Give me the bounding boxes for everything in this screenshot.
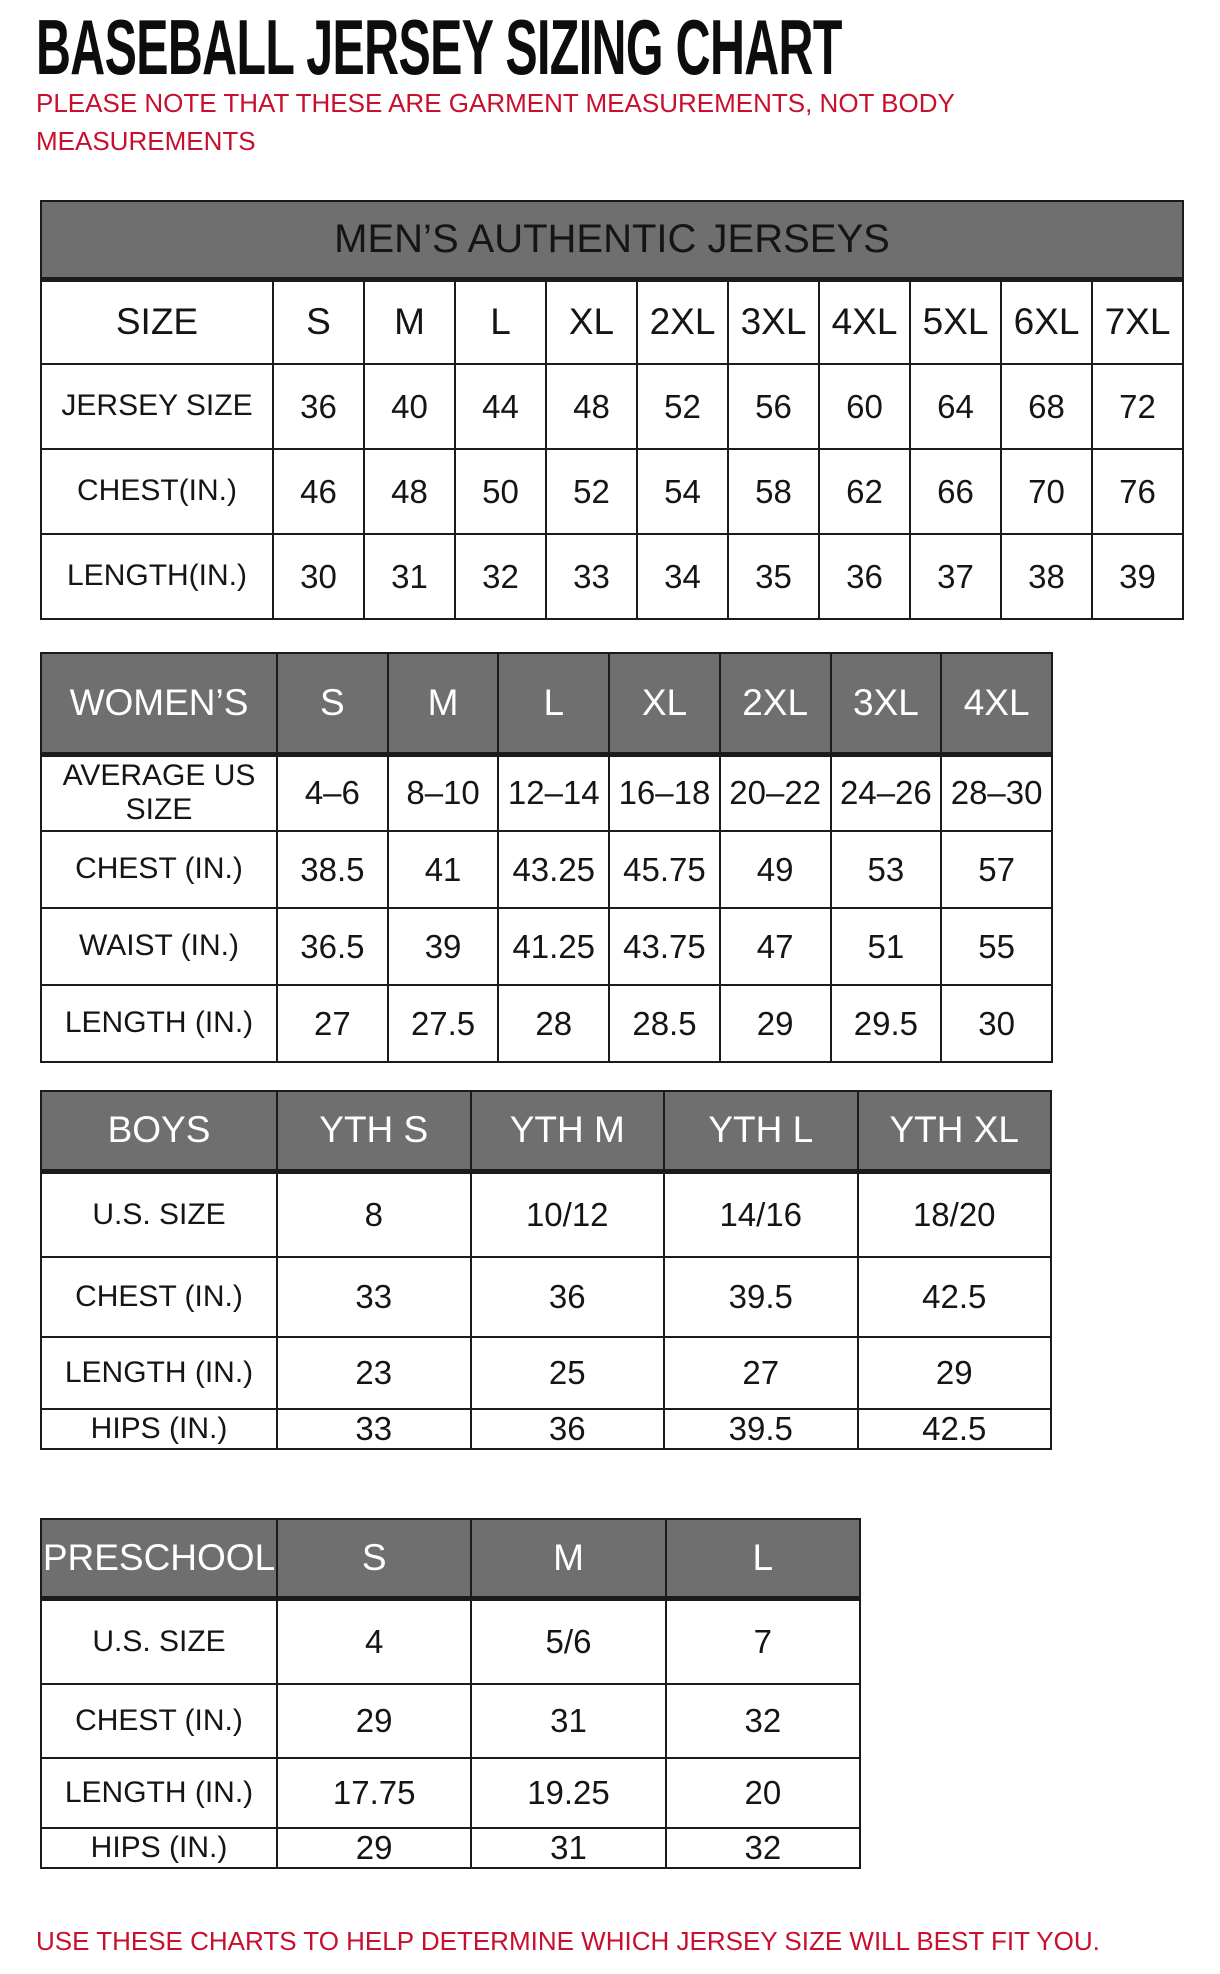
boys-value-cell: 36 (471, 1409, 665, 1449)
womens-data-row (41, 985, 1052, 1062)
womens-value-cell: 28.5 (609, 985, 720, 1062)
mens-data-row (41, 364, 1183, 449)
boys-value-cell: 8 (277, 1171, 471, 1257)
womens-label-header: WOMEN’S (41, 653, 277, 754)
womens-size-header: L (498, 653, 609, 754)
womens-value-cell: 41 (388, 831, 499, 908)
boys-row-label: U.S. SIZE (41, 1171, 277, 1257)
mens-size-header: 3XL (728, 279, 819, 364)
preschool-value-cell: 31 (471, 1828, 665, 1868)
mens-value-cell: 37 (910, 534, 1001, 619)
womens-data-row (41, 831, 1052, 908)
boys-value-cell: 42.5 (858, 1409, 1052, 1449)
womens-value-cell: 12–14 (498, 754, 609, 831)
boys-value-cell: 33 (277, 1409, 471, 1449)
womens-sizing-table (40, 652, 1053, 1063)
mens-value-cell: 48 (546, 364, 637, 449)
boys-row-label: LENGTH (IN.) (41, 1337, 277, 1409)
womens-value-cell: 20–22 (720, 754, 831, 831)
womens-value-cell: 39 (388, 908, 499, 985)
mens-size-header: M (364, 279, 455, 364)
womens-value-cell: 8–10 (388, 754, 499, 831)
mens-value-cell: 60 (819, 364, 910, 449)
mens-value-cell: 46 (273, 449, 364, 534)
womens-value-cell: 36.5 (277, 908, 388, 985)
mens-value-cell: 39 (1092, 534, 1183, 619)
fit-advice-note: USE THESE CHARTS TO HELP DETERMINE WHICH JERSEY SIZE WILL BEST FIT YOU. (36, 1926, 1100, 1956)
mens-size-header: 2XL (637, 279, 728, 364)
womens-value-cell: 41.25 (498, 908, 609, 985)
garment-measurement-note-line2: MEASUREMENTS (36, 126, 256, 156)
mens-size-header: 5XL (910, 279, 1001, 364)
mens-value-cell: 70 (1001, 449, 1092, 534)
preschool-size-header: M (471, 1519, 665, 1598)
womens-value-cell: 53 (831, 831, 942, 908)
preschool-row-label: HIPS (IN.) (41, 1828, 277, 1868)
boys-data-row (41, 1257, 1051, 1337)
boys-value-cell: 10/12 (471, 1171, 665, 1257)
preschool-row-label: LENGTH (IN.) (41, 1758, 277, 1828)
mens-value-cell: 76 (1092, 449, 1183, 534)
womens-value-cell: 27 (277, 985, 388, 1062)
preschool-row-label: CHEST (IN.) (41, 1684, 277, 1758)
womens-value-cell: 38.5 (277, 831, 388, 908)
boys-data-row (41, 1171, 1051, 1257)
mens-value-cell: 30 (273, 534, 364, 619)
womens-value-cell: 43.25 (498, 831, 609, 908)
boys-label-header: BOYS (41, 1091, 277, 1171)
preschool-value-cell: 32 (666, 1828, 860, 1868)
mens-size-header: L (455, 279, 546, 364)
mens-value-cell: 58 (728, 449, 819, 534)
mens-value-cell: 33 (546, 534, 637, 619)
womens-value-cell: 24–26 (831, 754, 942, 831)
preschool-value-cell: 29 (277, 1828, 471, 1868)
womens-data-row (41, 754, 1052, 831)
boys-value-cell: 33 (277, 1257, 471, 1337)
mens-value-cell: 36 (273, 364, 364, 449)
boys-value-cell: 14/16 (664, 1171, 858, 1257)
womens-row-label: LENGTH (IN.) (41, 985, 277, 1062)
boys-value-cell: 36 (471, 1257, 665, 1337)
womens-value-cell: 4–6 (277, 754, 388, 831)
preschool-data-row (41, 1828, 860, 1868)
mens-value-cell: 40 (364, 364, 455, 449)
preschool-size-header: L (666, 1519, 860, 1598)
mens-value-cell: 34 (637, 534, 728, 619)
boys-data-row (41, 1409, 1051, 1449)
preschool-value-cell: 5/6 (471, 1598, 665, 1684)
womens-value-cell: 28–30 (941, 754, 1052, 831)
womens-size-header: M (388, 653, 499, 754)
mens-header-row (41, 279, 1183, 364)
womens-size-header: S (277, 653, 388, 754)
womens-row-label: AVERAGE US SIZE (41, 754, 277, 831)
boys-size-header: YTH L (664, 1091, 858, 1171)
womens-value-cell: 27.5 (388, 985, 499, 1062)
boys-value-cell: 25 (471, 1337, 665, 1409)
garment-measurement-note-line1: PLEASE NOTE THAT THESE ARE GARMENT MEASUREMENTS, NOT BODY (36, 88, 955, 118)
boys-size-header: YTH M (471, 1091, 665, 1171)
mens-value-cell: 54 (637, 449, 728, 534)
boys-value-cell: 27 (664, 1337, 858, 1409)
mens-value-cell: 32 (455, 534, 546, 619)
preschool-header-row (41, 1519, 860, 1598)
preschool-value-cell: 4 (277, 1598, 471, 1684)
mens-value-cell: 44 (455, 364, 546, 449)
mens-value-cell: 66 (910, 449, 1001, 534)
mens-value-cell: 62 (819, 449, 910, 534)
womens-value-cell: 28 (498, 985, 609, 1062)
preschool-data-row (41, 1684, 860, 1758)
mens-size-header: S (273, 279, 364, 364)
womens-value-cell: 55 (941, 908, 1052, 985)
mens-row-label: CHEST(IN.) (41, 449, 273, 534)
mens-row-label: LENGTH(IN.) (41, 534, 273, 619)
mens-row-label: JERSEY SIZE (41, 364, 273, 449)
womens-size-header: 2XL (720, 653, 831, 754)
boys-value-cell: 42.5 (858, 1257, 1052, 1337)
mens-value-cell: 72 (1092, 364, 1183, 449)
womens-value-cell: 49 (720, 831, 831, 908)
mens-label-header: SIZE (41, 279, 273, 364)
boys-value-cell: 39.5 (664, 1409, 858, 1449)
mens-size-header: 6XL (1001, 279, 1092, 364)
boys-row-label: HIPS (IN.) (41, 1409, 277, 1449)
womens-value-cell: 43.75 (609, 908, 720, 985)
womens-size-header: XL (609, 653, 720, 754)
mens-banner: MEN’S AUTHENTIC JERSEYS (41, 201, 1183, 279)
mens-value-cell: 31 (364, 534, 455, 619)
mens-value-cell: 36 (819, 534, 910, 619)
boys-sizing-table (40, 1090, 1052, 1450)
mens-size-header: 7XL (1092, 279, 1183, 364)
mens-value-cell: 52 (637, 364, 728, 449)
preschool-value-cell: 31 (471, 1684, 665, 1758)
preschool-data-row (41, 1598, 860, 1684)
mens-value-cell: 50 (455, 449, 546, 534)
boys-header-row (41, 1091, 1051, 1171)
preschool-value-cell: 32 (666, 1684, 860, 1758)
womens-size-header: 3XL (831, 653, 942, 754)
preschool-label-header: PRESCHOOL (41, 1519, 277, 1598)
womens-value-cell: 29 (720, 985, 831, 1062)
womens-value-cell: 51 (831, 908, 942, 985)
mens-data-row (41, 534, 1183, 619)
womens-value-cell: 30 (941, 985, 1052, 1062)
womens-size-header: 4XL (941, 653, 1052, 754)
preschool-value-cell: 19.25 (471, 1758, 665, 1828)
preschool-value-cell: 29 (277, 1684, 471, 1758)
womens-row-label: WAIST (IN.) (41, 908, 277, 985)
womens-value-cell: 57 (941, 831, 1052, 908)
womens-value-cell: 16–18 (609, 754, 720, 831)
mens-data-row (41, 449, 1183, 534)
preschool-value-cell: 20 (666, 1758, 860, 1828)
womens-value-cell: 45.75 (609, 831, 720, 908)
mens-value-cell: 56 (728, 364, 819, 449)
womens-value-cell: 29.5 (831, 985, 942, 1062)
boys-row-label: CHEST (IN.) (41, 1257, 277, 1337)
mens-value-cell: 52 (546, 449, 637, 534)
womens-data-row (41, 908, 1052, 985)
boys-data-row (41, 1337, 1051, 1409)
mens-value-cell: 35 (728, 534, 819, 619)
boys-value-cell: 39.5 (664, 1257, 858, 1337)
mens-value-cell: 64 (910, 364, 1001, 449)
boys-value-cell: 18/20 (858, 1171, 1052, 1257)
boys-size-header: YTH XL (858, 1091, 1052, 1171)
mens-size-header: 4XL (819, 279, 910, 364)
boys-value-cell: 29 (858, 1337, 1052, 1409)
mens-size-header: XL (546, 279, 637, 364)
mens-value-cell: 38 (1001, 534, 1092, 619)
mens-sizing-table (40, 200, 1184, 620)
boys-value-cell: 23 (277, 1337, 471, 1409)
preschool-row-label: U.S. SIZE (41, 1598, 277, 1684)
page-title: BASEBALL JERSEY SIZING CHART (36, 3, 842, 91)
mens-value-cell: 68 (1001, 364, 1092, 449)
mens-value-cell: 48 (364, 449, 455, 534)
womens-value-cell: 47 (720, 908, 831, 985)
preschool-size-header: S (277, 1519, 471, 1598)
preschool-data-row (41, 1758, 860, 1828)
garment-measurement-note (36, 84, 955, 160)
preschool-value-cell: 17.75 (277, 1758, 471, 1828)
womens-header-row (41, 653, 1052, 754)
boys-size-header: YTH S (277, 1091, 471, 1171)
preschool-value-cell: 7 (666, 1598, 860, 1684)
womens-row-label: CHEST (IN.) (41, 831, 277, 908)
mens-banner-row (41, 201, 1183, 279)
preschool-sizing-table (40, 1518, 861, 1869)
